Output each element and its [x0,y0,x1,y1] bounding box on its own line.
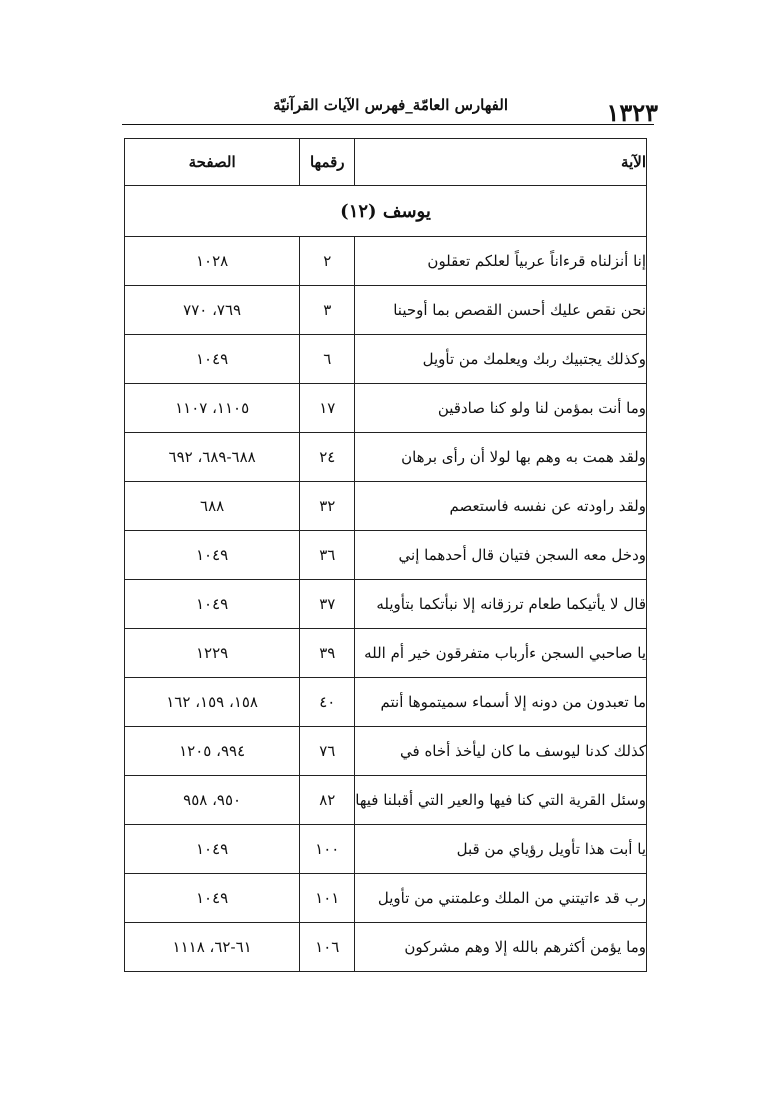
table-row [125,776,647,825]
verse-cell: ولقد همت به وهم بها لولا أن رأى برهان [355,433,647,482]
table-row [125,237,647,286]
verse-cell: يا صاحبي السجن ءأرباب متفرقون خير أم الله [355,629,647,678]
page-refs-cell: ٦٨٨-٦٨٩، ٦٩٢ [125,433,300,482]
verse-cell: كذلك كدنا ليوسف ما كان ليأخذ أخاه في [355,727,647,776]
verse-index-table [124,138,647,972]
verse-cell: وسئل القرية التي كنا فيها والعير التي أقبلنا فيها [355,776,647,825]
table-row [125,335,647,384]
column-header-pages: الصفحة [125,139,300,186]
surah-row [125,186,647,237]
table-header-row [125,139,647,186]
table-row [125,433,647,482]
running-title: الفهارس العامّة_فهرس الآيات القرآنيّة [273,96,508,114]
table-row [125,727,647,776]
page-refs-cell: ١٠٤٩ [125,874,300,923]
verse-number-cell: ١٠١ [300,874,355,923]
page-refs-cell: ١٠٢٨ [125,237,300,286]
page-refs-cell: ١٠٤٩ [125,335,300,384]
verse-number-cell: ١٠٦ [300,923,355,972]
page-refs-cell: ٧٦٩، ٧٧٠ [125,286,300,335]
table-row [125,482,647,531]
verse-number-cell: ٧٦ [300,727,355,776]
table-row [125,874,647,923]
table-row [125,825,647,874]
verse-number-cell: ٣٦ [300,531,355,580]
verse-number-cell: ٦ [300,335,355,384]
verse-cell: وما يؤمن أكثرهم بالله إلا وهم مشركون [355,923,647,972]
verse-number-cell: ١٠٠ [300,825,355,874]
table-row [125,629,647,678]
verse-number-cell: ٣٩ [300,629,355,678]
page-number: ١٣٢٣ [606,98,658,127]
verse-cell: وكذلك يجتبيك ربك ويعلمك من تأويل [355,335,647,384]
page-refs-cell: ١١٠٥، ١١٠٧ [125,384,300,433]
page-refs-cell: ٩٩٤، ١٢٠٥ [125,727,300,776]
verse-cell: إنا أنزلناه قرءاناً عربياً لعلكم تعقلون [355,237,647,286]
table-row [125,286,647,335]
verse-number-cell: ٨٢ [300,776,355,825]
verse-cell: وما أنت بمؤمن لنا ولو كنا صادقين [355,384,647,433]
column-header-number: رقمها [300,139,355,186]
verse-number-cell: ٣٧ [300,580,355,629]
verse-cell: ودخل معه السجن فتيان قال أحدهما إني [355,531,647,580]
page-refs-cell: ٦١-٦٢، ١١١٨ [125,923,300,972]
verse-cell: رب قد ءاتيتني من الملك وعلمتني من تأويل [355,874,647,923]
page-refs-cell: ١٠٤٩ [125,531,300,580]
page-header [122,96,658,127]
page-refs-cell: ٩٥٠، ٩٥٨ [125,776,300,825]
page-refs-cell: ١٢٢٩ [125,629,300,678]
page-refs-cell: ٦٨٨ [125,482,300,531]
page-refs-cell: ١٠٤٩ [125,825,300,874]
table-row [125,678,647,727]
page-refs-cell: ١٥٨، ١٥٩، ١٦٢ [125,678,300,727]
verse-cell: يا أبت هذا تأويل رؤياي من قبل [355,825,647,874]
verse-number-cell: ٢ [300,237,355,286]
verse-cell: ما تعبدون من دونه إلا أسماء سميتموها أنتم [355,678,647,727]
verse-cell: ولقد راودته عن نفسه فاستعصم [355,482,647,531]
table-row [125,923,647,972]
verse-number-cell: ٢٤ [300,433,355,482]
page-refs-cell: ١٠٤٩ [125,580,300,629]
header-rule [122,124,654,125]
table-row [125,384,647,433]
table-row [125,580,647,629]
verse-number-cell: ٣ [300,286,355,335]
table-row [125,531,647,580]
column-header-verse: الآية [355,139,647,186]
verse-number-cell: ٣٢ [300,482,355,531]
verse-number-cell: ٤٠ [300,678,355,727]
verse-cell: قال لا يأتيكما طعام ترزقانه إلا نبأتكما بتأويله [355,580,647,629]
verse-number-cell: ١٧ [300,384,355,433]
verse-cell: نحن نقص عليك أحسن القصص بما أوحينا [355,286,647,335]
surah-title: يوسف (١٢) [125,186,647,237]
